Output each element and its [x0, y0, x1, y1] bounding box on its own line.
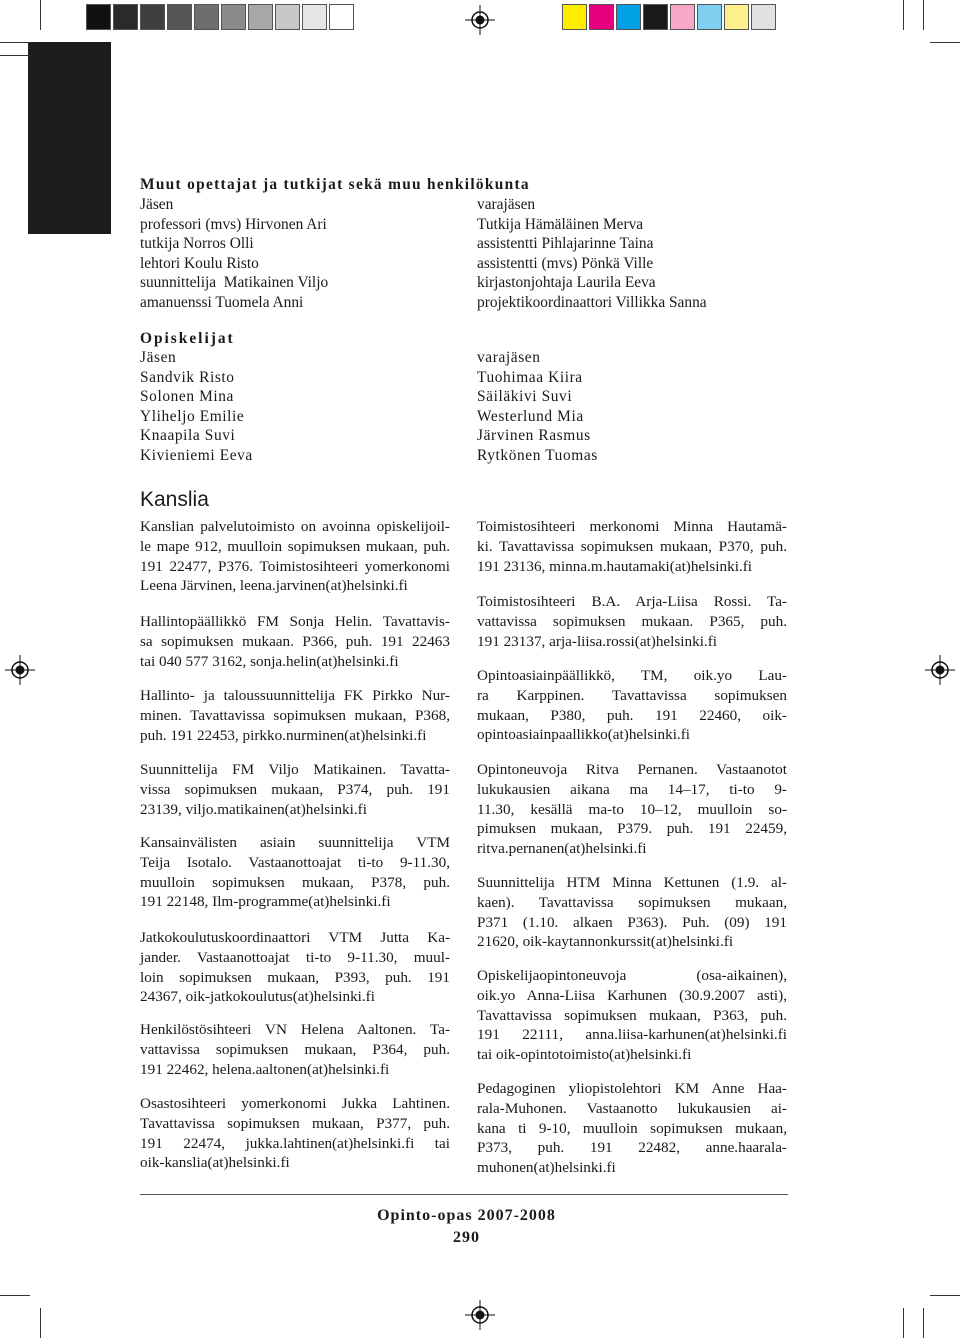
kanslia-paragraph: [140, 760, 450, 819]
gray-color-bar: [86, 4, 356, 32]
list-item: Westerlund Mia: [477, 407, 584, 425]
text-line: kana ti 9-10, muulloin sopimuksen mukaan,: [477, 1119, 787, 1137]
color-swatch: [329, 4, 354, 30]
text-line: 191 22148, Ilm-programme(at)helsinki.fi: [140, 893, 391, 911]
color-swatch: [643, 4, 668, 30]
staff-member-column: [140, 195, 328, 313]
color-swatch: [724, 4, 749, 30]
text-line: sa sopimuksen mukaan. P366, puh. 191 22463: [140, 632, 450, 650]
text-line: P373, puh. 191 22482, anne.haarala-: [477, 1139, 787, 1157]
kanslia-paragraph: [477, 966, 787, 1065]
color-swatch: [751, 4, 776, 30]
crop-mark: [0, 55, 30, 56]
color-swatch: [248, 4, 273, 30]
text-line: lukukausien aikana ma 14–17, ti-to 9-: [477, 780, 787, 798]
text-line: Pedagoginen yliopistolehtori KM Anne Haa-: [477, 1080, 787, 1097]
text-line: vattavissa sopimuksen mukaan, P364, puh.: [140, 1040, 450, 1058]
text-line: 191 22477, P376. Toimistosihteeri yomerkonomi: [140, 557, 450, 575]
color-swatch: [86, 4, 111, 30]
member-label: Jäsen: [140, 196, 174, 213]
color-swatch: [670, 4, 695, 30]
list-item: Knaapila Suvi: [140, 427, 236, 445]
text-line: le mape 912, muulloin sopimuksen mukaan, puh.: [140, 537, 450, 555]
list-item: professori (mvs) Hirvonen Ari: [140, 215, 327, 233]
crop-mark: [903, 0, 904, 30]
kanslia-paragraph: [477, 666, 787, 745]
text-line: tai 040 577 3162, sonja.helin(at)helsinki.fi: [140, 652, 399, 670]
text-line: Hallintopäällikkö FM Sonja Helin. Tavattavis-: [140, 613, 450, 630]
text-line: P371 (1.10. alkaen P363). Puh. (09) 191: [477, 913, 787, 931]
footer-title: Opinto-opas 2007-2008: [377, 1207, 556, 1224]
registration-mark-icon: [5, 655, 35, 685]
list-item: Järvinen Rasmus: [477, 427, 591, 445]
text-line: jander. Vastaanottoajat ti-to 9-11.30, muul-: [140, 948, 450, 966]
text-line: Tavattavissa sopimuksen mukaan, P363, puh.: [477, 1006, 787, 1024]
text-line: ki. Tavattavissa sopimuksen mukaan, P370, puh.: [477, 537, 787, 555]
color-swatch: [616, 4, 641, 30]
text-line: Henkilöstösihteeri VN Helena Aaltonen. Ta-: [140, 1021, 450, 1038]
text-line: ra Karppinen. Tavattavissa sopimuksen: [477, 686, 787, 704]
text-line: Suunnittelija FM Viljo Matikainen. Tavatta-: [140, 761, 450, 778]
text-line: Kanslian palvelutoimisto on avoinna opiskelijoil-: [140, 518, 450, 535]
kanslia-paragraph: [477, 760, 787, 859]
list-item: lehtori Koulu Risto: [140, 254, 259, 272]
color-swatch: [697, 4, 722, 30]
color-swatch: [589, 4, 614, 30]
text-line: 11.30, kesällä ma-to 10–12, muulloin so-: [477, 800, 787, 818]
text-line: rala-Muhonen. Vastaanotto lukukausien ai-: [477, 1099, 787, 1117]
crop-mark: [923, 0, 924, 30]
kanslia-paragraph: [140, 517, 450, 596]
color-swatch: [140, 4, 165, 30]
list-item: Säiläkivi Suvi: [477, 388, 573, 406]
text-line: Jatkokoulutuskoordinaattori VTM Jutta Ka-: [140, 929, 450, 946]
kanslia-paragraph: [477, 517, 787, 576]
text-line: opintoasiainpaallikko(at)helsinki.fi: [477, 726, 690, 744]
crop-mark: [40, 0, 41, 30]
list-item: assistentti Pihlajarinne Taina: [477, 235, 654, 253]
list-item: Tutkija Hämäläinen Merva: [477, 215, 644, 233]
text-line: Opintoasiainpäällikkö, TM, oik.yo Lau-: [477, 667, 787, 684]
color-swatch: [221, 4, 246, 30]
list-item: amanuenssi Tuomela Anni: [140, 293, 304, 311]
registration-mark-icon: [465, 5, 495, 35]
text-line: ritva.pernanen(at)helsinki.fi: [477, 840, 647, 858]
text-line: 24367, oik-jatkokoulutus(at)helsinki.fi: [140, 988, 375, 1006]
text-line: pimuksen mukaan, P379. puh. 191 22459,: [477, 820, 787, 838]
list-item: Yliheljo Emilie: [140, 407, 245, 425]
list-item: projektikoordinaattori Villikka Sanna: [477, 293, 707, 311]
text-line: oik.yo Anna-Liisa Karhunen (30.9.2007 asti),: [477, 986, 787, 1004]
kanslia-heading: Kanslia: [140, 488, 209, 511]
crop-mark: [40, 70, 41, 71]
crop-mark: [40, 1308, 41, 1338]
list-item: Sandvik Risto: [140, 368, 235, 386]
kanslia-paragraph: [140, 928, 450, 1007]
text-line: oik-kanslia(at)helsinki.fi: [140, 1154, 290, 1172]
kanslia-paragraph: [140, 686, 450, 745]
footer-divider: [140, 1194, 788, 1195]
text-line: Kansainvälisten asiain suunnittelija VTM: [140, 834, 450, 851]
registration-mark-icon: [465, 1300, 495, 1330]
text-line: Teija Isotalo. Vastaanottoajat ti-to 9-11.30,: [140, 853, 450, 871]
text-line: Opiskelijaopintoneuvoja (osa-aikainen),: [477, 967, 787, 984]
list-item: kirjastonjohtaja Laurila Eeva: [477, 274, 656, 292]
color-swatch: [275, 4, 300, 30]
color-swatch: [113, 4, 138, 30]
crop-mark: [930, 1295, 960, 1296]
text-line: Opintoneuvoja Ritva Pernanen. Vastaanotot: [477, 761, 787, 778]
text-line: kaen). Tavattavissa sopimuksen mukaan,: [477, 893, 787, 911]
text-line: Toimistosihteeri merkonomi Minna Hautamä-: [477, 518, 787, 535]
kanslia-paragraph: [477, 592, 787, 651]
staff-heading: Muut opettajat ja tutkijat sekä muu henkilökunta: [140, 176, 530, 193]
staff-deputy-column: [477, 195, 707, 313]
crop-mark: [923, 1308, 924, 1338]
text-line: Osastosihteeri yomerkonomi Jukka Lahtinen.: [140, 1095, 450, 1112]
text-line: 191 23136, minna.m.hautamaki(at)helsinki.fi: [477, 557, 753, 575]
cmyk-color-bar: [562, 4, 778, 32]
kanslia-paragraph: [140, 1094, 450, 1173]
text-line: Suunnittelija HTM Minna Kettunen (1.9. al-: [477, 874, 787, 891]
color-swatch: [302, 4, 327, 30]
color-swatch: [562, 4, 587, 30]
text-line: loin sopimuksen mukaan, P393, puh. 191: [140, 968, 450, 986]
text-line: tai oik-opintotoimisto(at)helsinki.fi: [477, 1046, 692, 1064]
text-line: 191 22462, helena.aaltonen(at)helsinki.fi: [140, 1060, 390, 1078]
text-line: Tavattavissa sopimuksen mukaan, P377, puh.: [140, 1114, 450, 1132]
deputy-label: varajäsen: [477, 349, 541, 366]
text-line: mukaan, P380, puh. 191 22460, oik-: [477, 706, 787, 724]
registration-mark-icon: [925, 655, 955, 685]
crop-mark: [0, 42, 30, 43]
list-item: suunnittelija Matikainen Viljo: [140, 274, 329, 292]
text-line: vattavissa sopimuksen mukaan. P365, puh.: [477, 612, 787, 630]
students-member-column: [140, 348, 253, 466]
kanslia-paragraph: [477, 873, 787, 952]
kanslia-paragraph: [140, 1020, 450, 1079]
list-item: Solonen Mina: [140, 388, 234, 406]
kanslia-paragraph: [140, 612, 450, 671]
text-line: minen. Tavattavissa sopimuksen mukaan, P368,: [140, 706, 450, 724]
text-line: puh. 191 22453, pirkko.nurminen(at)helsinki.fi: [140, 726, 427, 744]
text-line: 191 22111, anna.liisa-karhunen(at)helsinki.fi: [477, 1026, 787, 1044]
list-item: assistentti (mvs) Pönkä Ville: [477, 254, 654, 272]
text-line: 21620, oik-kaytannonkurssit(at)helsinki.fi: [477, 933, 734, 951]
kanslia-paragraph: [477, 1079, 787, 1178]
text-line: Toimistosihteeri B.A. Arja-Liisa Rossi. Ta-: [477, 593, 787, 610]
member-label: Jäsen: [140, 349, 177, 366]
students-heading: Opiskelijat: [140, 330, 235, 347]
list-item: Kivieniemi Eeva: [140, 446, 253, 464]
text-line: muulloin sopimuksen mukaan, P378, puh.: [140, 873, 450, 891]
list-item: tutkija Norros Olli: [140, 235, 254, 253]
color-swatch: [194, 4, 219, 30]
text-line: Hallinto- ja taloussuunnittelija FK Pirkko Nur-: [140, 687, 450, 704]
color-swatch: [167, 4, 192, 30]
text-line: 191 22474, jukka.lahtinen(at)helsinki.fi tai: [140, 1134, 450, 1152]
crop-mark: [903, 1308, 904, 1338]
text-line: vissa sopimuksen mukaan, P374, puh. 191: [140, 780, 450, 798]
kanslia-paragraph: [140, 833, 450, 912]
page-number: 290: [453, 1229, 480, 1246]
list-item: Tuohimaa Kiira: [477, 368, 583, 386]
text-line: Leena Järvinen, leena.jarvinen(at)helsinki.fi: [140, 577, 408, 595]
deputy-label: varajäsen: [477, 196, 536, 213]
text-line: muhonen(at)helsinki.fi: [477, 1159, 616, 1177]
list-item: Rytkönen Tuomas: [477, 446, 598, 464]
text-line: 23139, viljo.matikainen(at)helsinki.fi: [140, 800, 367, 818]
crop-mark: [930, 42, 960, 43]
students-deputy-column: [477, 348, 598, 466]
crop-mark: [0, 1295, 30, 1296]
text-line: 191 23137, arja-liisa.rossi(at)helsinki.fi: [477, 632, 717, 650]
